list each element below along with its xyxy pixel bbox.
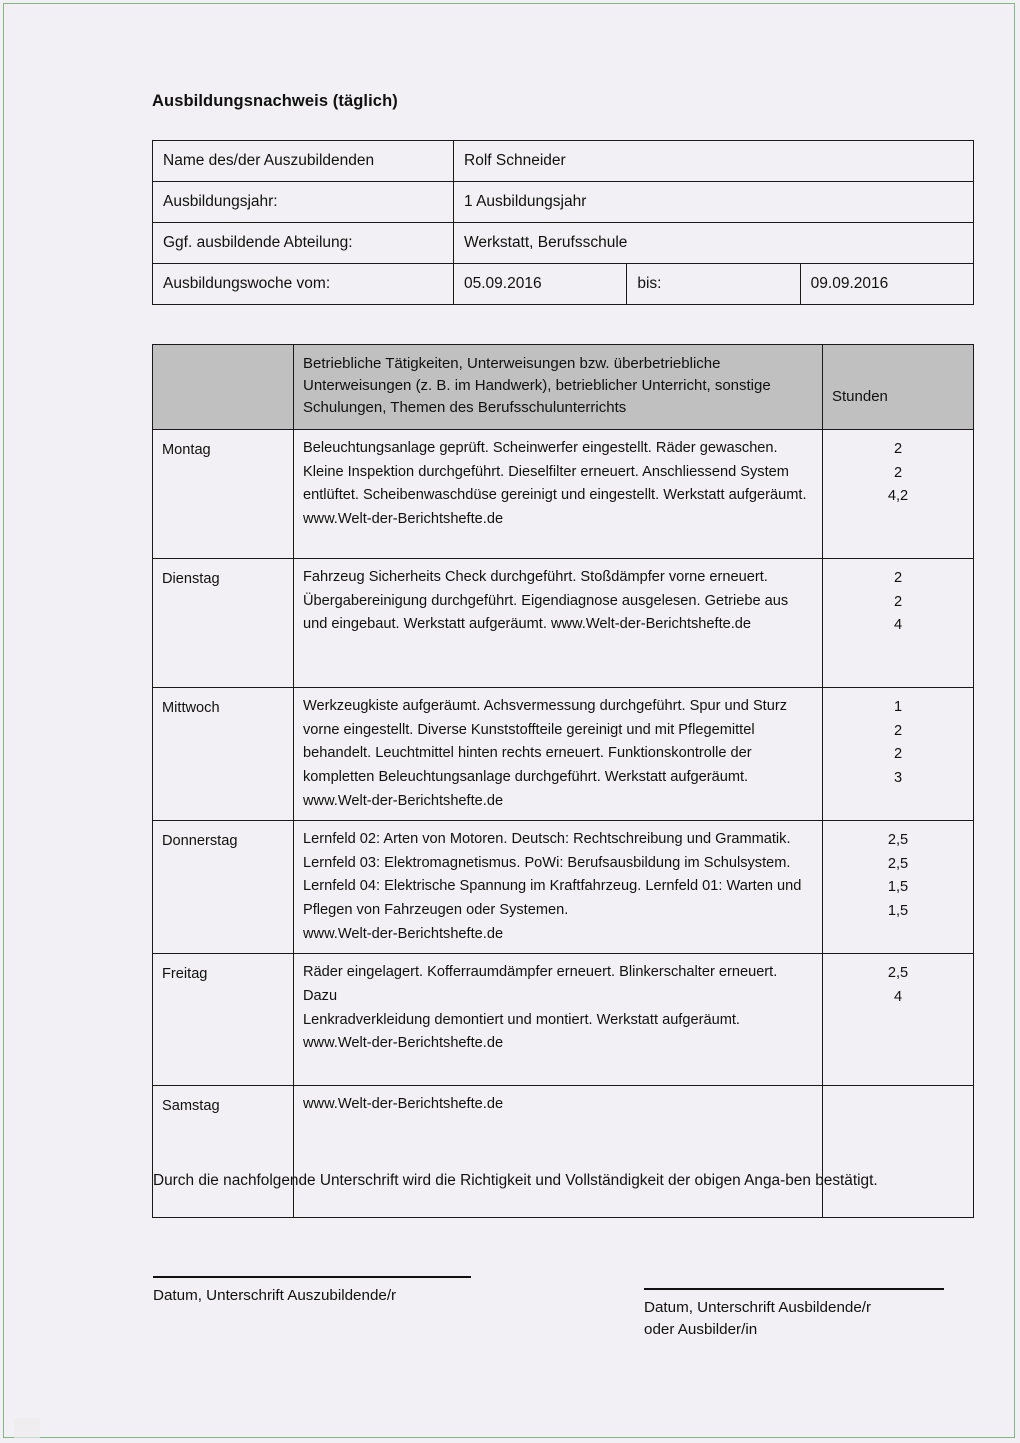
activity-line: www.Welt-der-Berichtshefte.de [303, 510, 504, 527]
day-label-dienstag: Dienstag [153, 559, 294, 688]
activity-line: Pflegen von Fahrzeugen oder Systemen. [303, 902, 569, 919]
page-canvas [3, 3, 1015, 1438]
info-value-week-to: 09.09.2016 [800, 264, 973, 305]
info-label-bis: bis: [627, 264, 800, 305]
hours-donnerstag [823, 821, 974, 954]
activity-line: www.Welt-der-Berichtshefte.de [303, 1035, 504, 1052]
info-value-week-from: 05.09.2016 [454, 264, 627, 305]
activity-line: Räder eingelagert. Kofferraumdämpfer erneuert. Blinkerschalter erneuert. Dazu [303, 964, 778, 1005]
info-label-name: Name des/der Auszubildenden [153, 141, 454, 182]
info-label-year: Ausbildungsjahr: [153, 182, 454, 223]
signature-line-trainer [644, 1288, 944, 1290]
hours-value: 2,5 [887, 832, 909, 849]
day-label-donnerstag: Donnerstag [153, 821, 294, 954]
activity-line: www.Welt-der-Berichtshefte.de [303, 925, 504, 942]
trainee-info-table [152, 140, 974, 305]
activity-line: und eingebaut. Werkstatt aufgeräumt. www.Welt-der-Berichtshefte.de [303, 616, 752, 633]
hours-value: 2 [893, 441, 903, 457]
hours-value: 2 [893, 570, 903, 586]
day-label-mittwoch: Mittwoch [153, 688, 294, 821]
signature-block-trainee [153, 1276, 471, 1307]
table-row [153, 1086, 974, 1218]
signature-caption-trainer-line1: Datum, Unterschrift Ausbildende/r [644, 1299, 872, 1316]
activity-line: entlüftet. Scheibenwaschdüse gereinigt und eingestellt. Werkstatt aufgeräumt. [303, 487, 807, 504]
table-row [153, 264, 974, 305]
activity-text-dienstag [294, 559, 823, 688]
signature-block-trainer [644, 1288, 944, 1341]
signature-caption-trainee: Datum, Unterschrift Auszubildende/r [153, 1287, 397, 1304]
activity-text-mittwoch [294, 688, 823, 821]
activity-text-freitag [294, 954, 823, 1086]
info-value-name: Rolf Schneider [454, 141, 974, 182]
hours-value: 1,5 [887, 879, 909, 896]
info-label-department: Ggf. ausbildende Abteilung: [153, 223, 454, 264]
activity-text-montag [294, 430, 823, 559]
activity-line: Übergabereinigung durchgeführt. Eigendiagnose ausgelesen. Getriebe aus [303, 592, 789, 609]
hours-montag [823, 430, 974, 559]
table-row [153, 141, 974, 182]
hours-value: 2 [893, 593, 903, 610]
hours-value: 2 [893, 746, 903, 763]
table-row [153, 223, 974, 264]
column-header-activity: Betriebliche Tätigkeiten, Unterweisungen bzw. überbetriebliche Unterweisungen (z. B. im Handwerk), betrieblicher Unterricht, sonstige Schulungen, Themen des Berufsschulunterrichts [294, 345, 823, 430]
table-header-row [153, 345, 974, 430]
table-row [153, 821, 974, 954]
hours-freitag [823, 954, 974, 1086]
table-row [153, 182, 974, 223]
activity-line: www.Welt-der-Berichtshefte.de [303, 1096, 504, 1113]
day-label-freitag: Freitag [153, 954, 294, 1086]
info-value-department: Werkstatt, Berufsschule [454, 223, 974, 264]
activity-line: behandelt. Leuchtmittel hinten rechts erneuert. Funktionskontrolle der [303, 745, 752, 762]
table-row [153, 954, 974, 1086]
table-row [153, 430, 974, 559]
hours-value: 4 [893, 617, 903, 634]
hours-value: 2,5 [887, 855, 909, 872]
page-title: Ausbildungsnachweis (täglich) [152, 92, 398, 110]
confirmation-text: Durch die nachfolgende Unterschrift wird die Richtigkeit und Vollständigkeit der obigen Anga-ben bestätigt. [153, 1172, 878, 1189]
hours-samstag [823, 1086, 974, 1218]
activity-line: www.Welt-der-Berichtshefte.de [303, 792, 504, 809]
info-label-week: Ausbildungswoche vom: [153, 264, 454, 305]
activity-line: Werkzeugkiste aufgeräumt. Achsvermessung durchgeführt. Spur und Sturz [303, 698, 788, 714]
activity-text-samstag [294, 1086, 823, 1218]
hours-value: 2 [893, 464, 903, 481]
signature-line-trainee [153, 1276, 471, 1278]
info-value-year: 1 Ausbildungsjahr [454, 182, 974, 223]
signature-caption-trainer-line2: oder Ausbilder/in [644, 1321, 758, 1339]
hours-value: 3 [893, 769, 903, 786]
column-header-hours-label: Stunden [832, 388, 888, 406]
activity-text-donnerstag [294, 821, 823, 954]
activity-line: kompletten Beleuchtungsanlage durchgeführt. Werkstatt aufgeräumt. [303, 768, 749, 785]
activity-line: vorne eingestellt. Diverse Kunststoffteile gereinigt und mit Pflegemittel [303, 721, 755, 738]
day-label-samstag: Samstag [153, 1086, 294, 1218]
hours-value: 4,2 [887, 488, 909, 505]
column-header-hours [823, 345, 974, 430]
activity-line: Kleine Inspektion durchgeführt. Dieselfilter erneuert. Anschliessend System [303, 463, 789, 480]
hours-value: 1,5 [887, 903, 909, 920]
table-row [153, 559, 974, 688]
hours-value: 2,5 [887, 965, 909, 982]
hours-value: 1 [893, 699, 903, 715]
activity-line: Beleuchtungsanlage geprüft. Scheinwerfer eingestellt. Räder gewaschen. [303, 440, 778, 456]
column-header-day [153, 345, 294, 430]
activity-line: Lernfeld 02: Arten von Motoren. Deutsch: Rechtschreibung und Grammatik. [303, 831, 791, 848]
activity-line: Fahrzeug Sicherheits Check durchgeführt. Stoßdämpfer vorne erneuert. [303, 569, 768, 585]
activity-line: Lenkradverkleidung demontiert und montiert. Werkstatt aufgeräumt. [303, 1011, 740, 1028]
hours-value: 4 [893, 989, 903, 1006]
weekly-activity-table [152, 344, 974, 1218]
activity-line: Lernfeld 03: Elektromagnetismus. PoWi: Berufsausbildung im Schulsystem. [303, 854, 791, 871]
hours-mittwoch [823, 688, 974, 821]
hours-value: 2 [893, 722, 903, 739]
hours-dienstag [823, 559, 974, 688]
scan-artifact [14, 1418, 40, 1438]
activity-line: Lernfeld 04: Elektrische Spannung im Kraftfahrzeug. Lernfeld 01: Warten und [303, 878, 802, 895]
table-row [153, 688, 974, 821]
day-label-montag: Montag [153, 430, 294, 559]
